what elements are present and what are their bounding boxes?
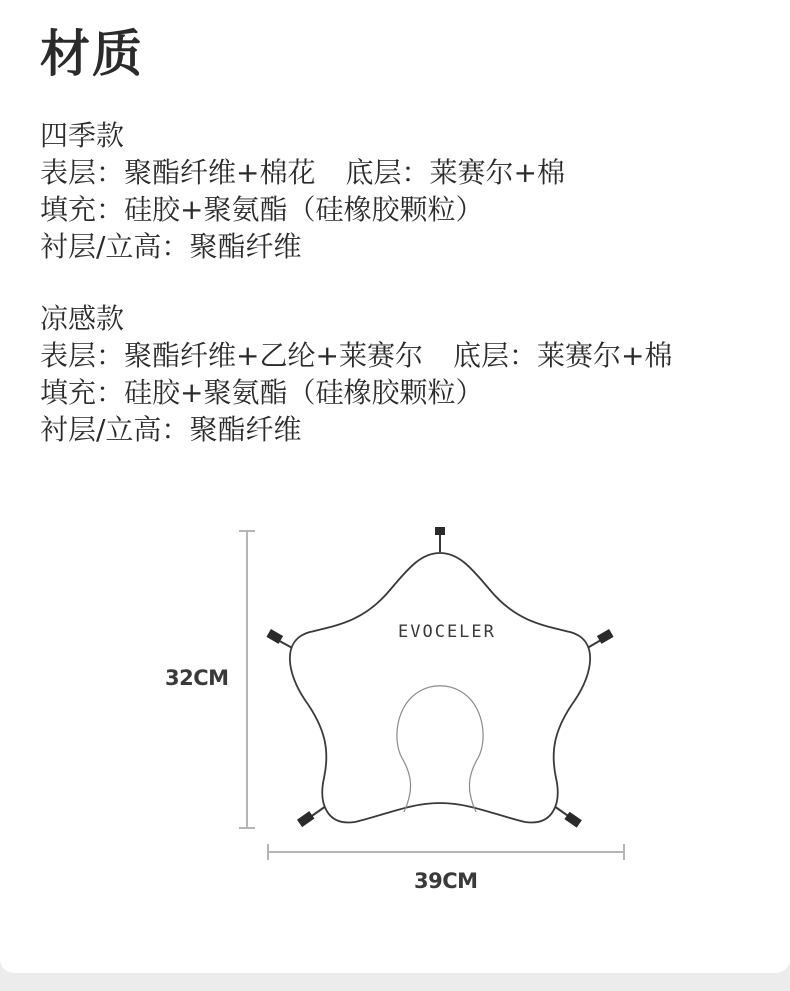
height-measure-line (239, 531, 255, 828)
cool-lining-label: 衬层/立高： (40, 413, 190, 446)
height-dimension-label: 32CM (165, 666, 229, 690)
season-bottom-value: 莱赛尔+棉 (429, 156, 565, 189)
width-measure-line (268, 844, 624, 860)
brand-logo-text: EVOCELER (398, 622, 496, 642)
strap-bottom-right (554, 806, 582, 828)
season-surface-value: 聚酯纤维+棉花 (124, 156, 316, 189)
strap-bottom-left (297, 806, 326, 827)
page-title: 材质 (40, 25, 144, 83)
width-dimension-label: 39CM (414, 869, 478, 893)
season-lining-value: 聚酯纤维 (189, 230, 302, 263)
season-heading: 四季款 (40, 119, 125, 152)
cool-surface-label: 表层： (40, 339, 125, 372)
season-lining-label: 衬层/立高： (40, 230, 190, 263)
cool-fill-label: 填充： (40, 376, 125, 409)
cool-fill-value: 硅胶+聚氨酯（硅橡胶颗粒） (124, 376, 484, 409)
cool-surface-value: 聚酯纤维+乙纶+莱赛尔 (124, 339, 423, 372)
cool-bottom-value: 莱赛尔+棉 (536, 339, 673, 372)
season-fill-label: 填充： (40, 193, 125, 226)
cool-lining-value: 聚酯纤维 (189, 413, 302, 446)
strap-top (435, 527, 445, 552)
season-fill-value: 硅胶+聚氨酯（硅橡胶颗粒） (124, 193, 484, 226)
season-bottom-label: 底层： (345, 156, 430, 189)
cool-heading: 凉感款 (40, 302, 125, 335)
pillow-outline (290, 553, 590, 822)
cool-bottom-label: 底层： (452, 339, 537, 372)
season-surface-label: 表层： (40, 156, 125, 189)
